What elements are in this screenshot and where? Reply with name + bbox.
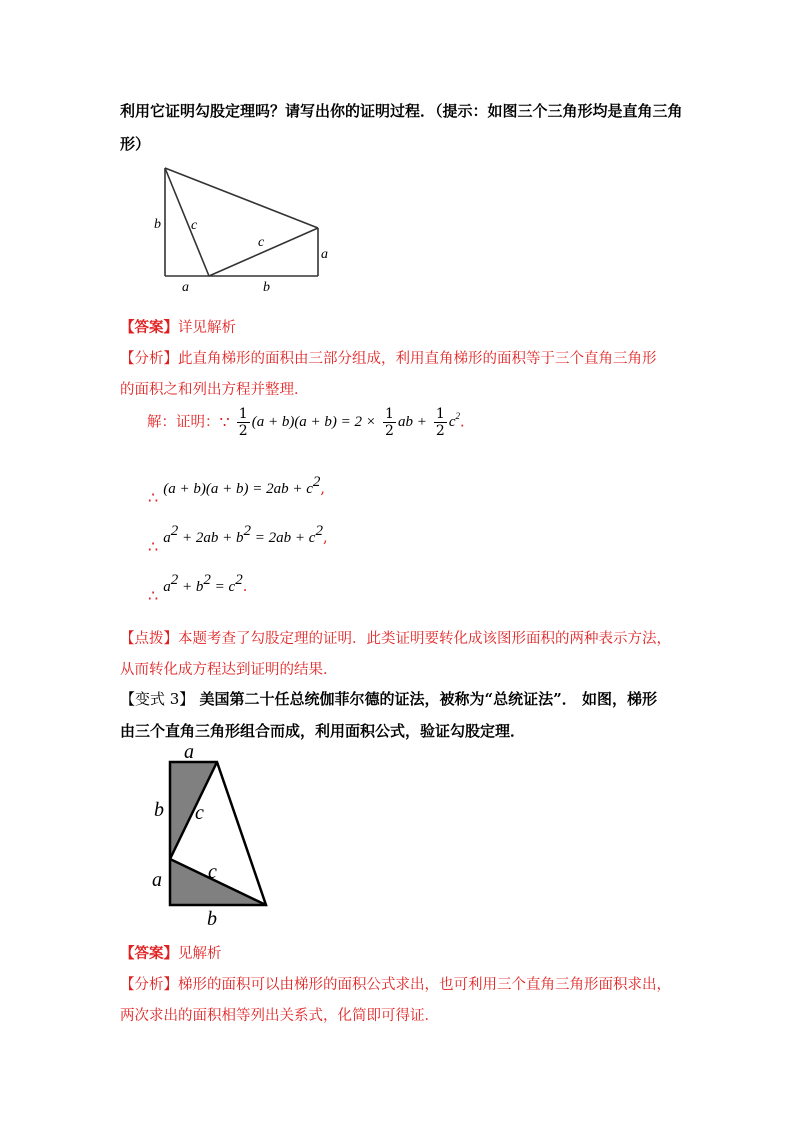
therefore-symbol-2: ∴ [148,537,159,556]
solution-eq-1: 解：证明：∵ $\frac{1}{2}$ (a + b)(a + b) = 2 × $\frac{1}{2}$ ab + $\frac{1}{2}$ $c^2$. [147,406,465,439]
fraction-half-2: $\frac{1}{2}$ [385,406,394,439]
fig1-top-edge [165,168,318,228]
fig2-label-c-upper: c [195,802,204,824]
variant-3-line-2: 由三个直角三角形组合而成，利用面积公式，验证勾股定理． [120,722,526,740]
trapezoid-figure-2 [140,740,280,930]
comment-1-line-1: 【点拨】本题考查了勾股定理的证明．此类证明要转化成该图形面积的两种表示方法， [120,631,671,647]
answer-1 [120,316,236,337]
comment-1-tag: 【点拨】 [120,631,178,647]
therefore-symbol-1: ∴ [148,488,159,507]
variant-3-tag: 【变式 3】 [120,690,195,708]
answer-2-tag: 【答案】 [120,945,178,962]
question-line-2: 形） [120,135,151,153]
because-symbol: ∵ [219,412,230,432]
fig1-hyp-left [165,168,209,276]
fraction-half-3: $\frac{1}{2}$ [435,406,445,439]
fig1-label-c-slant: c [258,235,265,250]
answer-1-text: 详见解析 [178,320,236,336]
solution-eq-4: ∴ $a^2 + b^2 = c^2$. [148,572,248,605]
solution-prefix: 解：证明： [147,414,220,431]
fig2-label-b-left: b [154,799,164,821]
answer-2 [120,942,222,963]
variant-3-line-1: 【变式 3】 美国第二十任总统伽菲尔德的证法，被称为“总统证法”． 如图，梯形 [120,690,658,708]
fig1-label-c-inner: c [191,218,198,233]
analysis-1-line-2: 的面积之和列出方程并整理． [120,382,309,398]
analysis-2-line-2: 两次求出的面积相等列出关系式，化简即可得证． [120,1008,439,1024]
fig1-label-b-left: b [154,217,161,232]
comment-1-line-2: 从而转化成方程达到证明的结果． [120,662,338,678]
analysis-1-line-1: 【分析】此直角梯形的面积由三部分组成，利用直角梯形的面积等于三个直角三角形 [120,351,657,367]
therefore-symbol-3: ∴ [148,586,159,605]
solution-eq-3: ∴ $a^2 + 2ab + b^2 = 2ab + c^2$, [148,523,328,556]
fig2-label-a-left: a [152,869,162,891]
solution-eq-2: ∴ $(a + b)(a + b) = 2ab + c^2$, [148,474,326,507]
answer-2-text: 见解析 [178,946,222,962]
analysis-1-tag: 【分析】 [120,351,178,367]
fig2-label-a-top: a [184,741,194,763]
question-line-1: 利用它证明勾股定理吗？请写出你的证明过程．（提示：如图三个三角形均是直角三角 [120,102,683,120]
fig1-label-a-right: a [321,247,328,262]
trapezoid-figure-1 [150,160,340,295]
answer-1-tag: 【答案】 [120,319,178,336]
fraction-half-1: $\frac{1}{2}$ [238,406,248,439]
analysis-2-tag: 【分析】 [120,977,178,993]
fig2-label-b-bottom: b [207,908,217,930]
fig1-label-a-bottom: a [182,280,189,295]
fig2-label-c-lower: c [208,861,217,883]
fig1-label-b-bottom: b [263,280,270,295]
analysis-2-line-1: 【分析】梯形的面积可以由梯形的面积公式求出，也可利用三个直角三角形面积求出， [120,977,671,993]
